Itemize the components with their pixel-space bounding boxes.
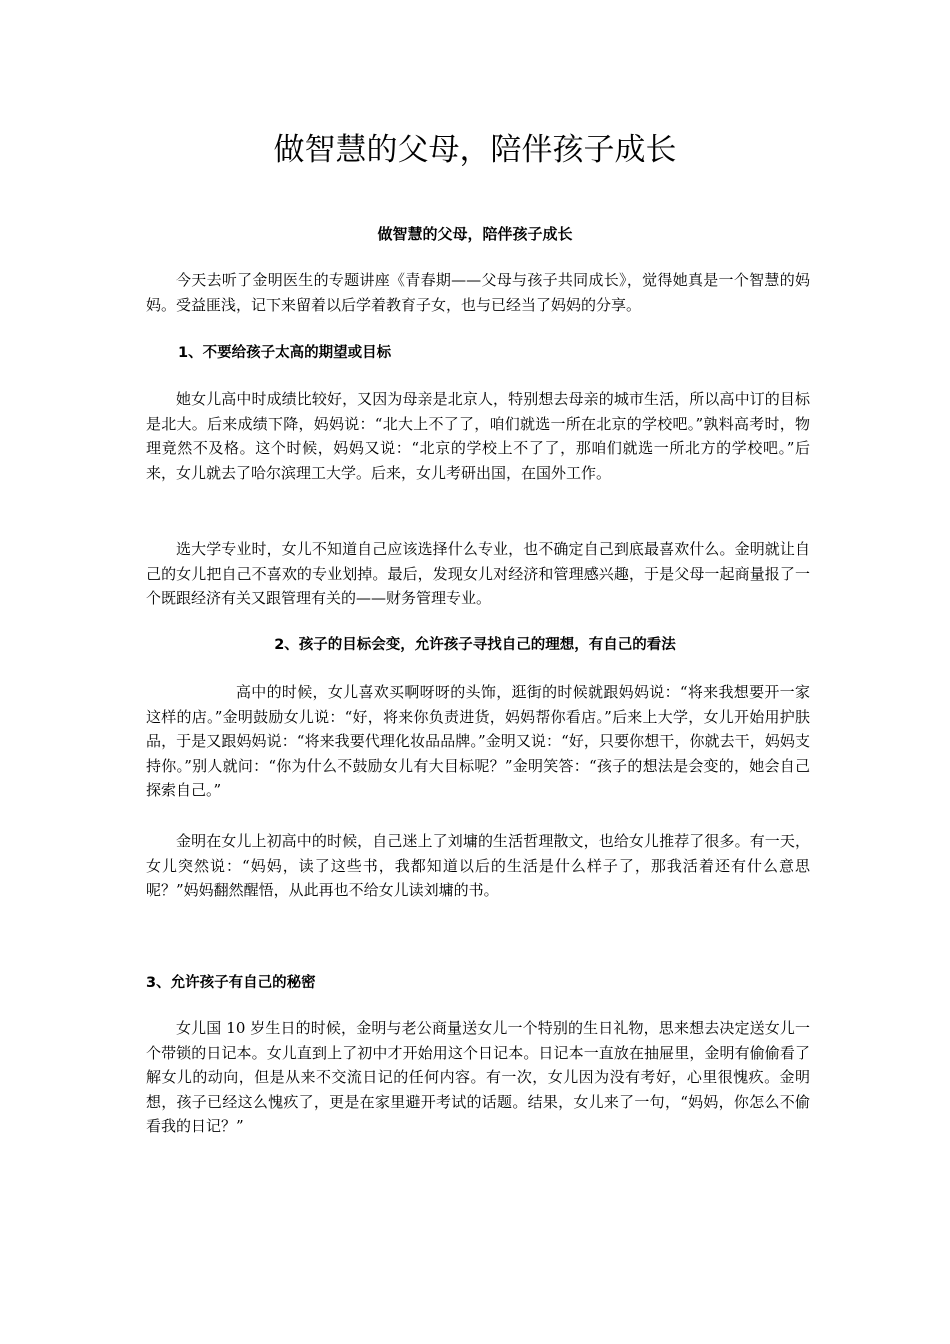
article-subtitle: 做智慧的父母，陪伴孩子成长 — [377, 225, 573, 243]
section-2-paragraph-2: 金明在女儿上初高中的时候，自己迷上了刘墉的生活哲理散文，也给女儿推荐了很多。有一天，女儿突然说：“妈妈，读了这些书，我都知道以后的生活是什么样子了，那我活着还有什么意思呢？”妈妈翻然醒悟，从此再也不给女儿读刘墉的书。 — [146, 832, 810, 899]
section-1-paragraph-1: 她女儿高中时成绩比较好，又因为母亲是北京人，特别想去母亲的城市生活，所以高中订的目标是北大。后来成绩下降，妈妈说：“北大上不了了，咱们就选一所在北京的学校吧。”孰料高考时，物理竟然不及格。这个时候，妈妈又说：“北京的学校上不了了，那咱们就选一所北方的学校吧。”后来，女儿就去了哈尔滨理工大学。后来，女儿考研出国，在国外工作。 — [146, 390, 810, 482]
section-1-heading: 1、不要给孩子太高的期望或目标 — [178, 345, 392, 361]
page-title: 做智慧的父母，陪伴孩子成长 — [273, 132, 677, 168]
section-2-heading: 2、孩子的目标会变，允许孩子寻找自己的理想，有自己的看法 — [274, 637, 676, 653]
intro-paragraph: 今天去听了金明医生的专题讲座《青春期——父母与孩子共同成长》，觉得她真是一个智慧的妈妈。受益匪浅，记下来留着以后学着教育子女，也与已经当了妈妈的分享。 — [146, 271, 810, 314]
section-3-paragraph-1: 女儿国 10 岁生日的时候，金明与老公商量送女儿一个特别的生日礼物，思来想去决定送女儿一个带锁的日记本。女儿直到上了初中才开始用这个日记本。日记本一直放在抽屉里，金明有偷偷看了解女儿的动向，但是从来不交流日记的任何内容。有一次，女儿因为没有考好，心里很愧疚。金明想，孩子已经这么愧疚了，更是在家里避开考试的话题。结果，女儿来了一句，“妈妈，你怎么不偷看我的日记？” — [146, 1019, 810, 1135]
section-3-heading: 3、允许孩子有自己的秘密 — [146, 975, 316, 991]
section-2-paragraph-1: 高中的时候，女儿喜欢买啊呀呀的头饰，逛街的时候就跟妈妈说：“将来我想要开一家这样的店。”金明鼓励女儿说：“好，将来你负责进货，妈妈帮你看店。”后来上大学，女儿开始用护肤品，于是又跟妈妈说：“将来我要代理化妆品品牌。”金明又说：“好，只要你想干，你就去干，妈妈支持你。”别人就问：“你为什么不鼓励女儿有大目标呢？”金明笑答：“孩子的想法是会变的，她会自己探索自己。” — [146, 683, 810, 799]
section-1-paragraph-2: 选大学专业时，女儿不知道自己应该选择什么专业，也不确定自己到底最喜欢什么。金明就让自己的女儿把自己不喜欢的专业划掉。最后，发现女儿对经济和管理感兴趣，于是父母一起商量报了一个既跟经济有关又跟管理有关的——财务管理专业。 — [146, 540, 810, 607]
